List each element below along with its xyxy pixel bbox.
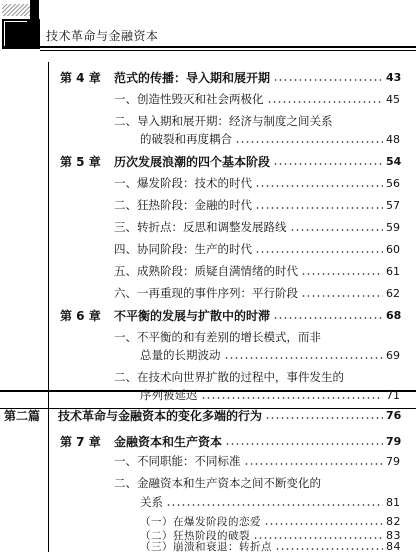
header-marker: [30, 0, 39, 19]
toc-chapter-6[interactable]: 第 6 章 不平衡的发展与扩散中的时滞 68: [60, 308, 402, 323]
margin-rule: [48, 62, 49, 552]
leader-dots: [235, 141, 383, 143]
toc-section[interactable]: 二、在技术向世界扩散的过程中，事件发生的: [114, 370, 344, 384]
toc-chapter-7[interactable]: 第 7 章 金融资本和生产资本 79: [60, 434, 402, 449]
toc-section[interactable]: 一、不平衡的和有差别的增长模式，而非: [114, 330, 321, 344]
page-number: 71: [386, 388, 400, 402]
toc-section[interactable]: 二、狂热阶段：金融的时代 57: [114, 198, 400, 212]
toc-section[interactable]: 四、协同阶段：生产的时代 60: [114, 242, 400, 256]
page-number: 68: [386, 308, 402, 322]
leader-dots: [201, 397, 384, 399]
toc-section[interactable]: 六、一再重现的事件序列：平行阶段 62: [114, 286, 400, 300]
toc-chapter-title: 金融资本和生产资本: [114, 434, 223, 449]
page-number: 59: [386, 220, 400, 234]
page-number: 79: [386, 434, 402, 448]
toc-chapter-title: 范式的传播：导入期和展开期: [114, 70, 271, 85]
leader-dots: [244, 463, 384, 465]
page-number: 69: [386, 348, 400, 362]
toc-chapter-title: 历次发展浪潮的四个基本阶段: [114, 154, 271, 169]
header-tab-frame: [4, 21, 27, 46]
page-number: 60: [386, 242, 400, 256]
leader-dots: [166, 504, 383, 506]
toc-section[interactable]: 一、创造性毁灭和社会两极化 45: [114, 92, 400, 106]
toc-part-2[interactable]: 第二篇 技术革命与金融资本的变化多端的行为 76: [4, 408, 402, 423]
toc-subsection[interactable]: （一）在爆发阶段的恋爱 82: [140, 514, 401, 528]
toc-section-continued[interactable]: 序列被延迟 71: [140, 388, 400, 402]
page-number: 84: [386, 539, 401, 553]
toc-section[interactable]: 二、导入期和展开期：经济与制度之间关系: [114, 114, 333, 128]
page-number: 83: [386, 528, 401, 542]
page-number: 61: [386, 264, 400, 278]
toc-subsection[interactable]: （二）狂热阶段的破裂 83: [140, 528, 401, 542]
toc-section[interactable]: 一、爆发阶段：技术的时代 56: [114, 176, 400, 190]
toc-section-continued[interactable]: 总量的长期波动 69: [140, 348, 400, 362]
leader-dots: [255, 251, 383, 253]
page-number: 54: [386, 154, 402, 168]
toc-chapter-title: 不平衡的发展与扩散中的时滞: [114, 308, 271, 323]
leader-dots: [255, 207, 383, 209]
toc-part-title: 技术革命与金融资本的变化多端的行为: [58, 408, 263, 423]
leader-dots: [255, 185, 383, 187]
running-header-title: 技术革命与金融资本: [46, 29, 159, 43]
leader-dots: [267, 101, 384, 103]
toc-chapter-4[interactable]: 第 4 章 范式的传播：导入期和展开期 43: [60, 70, 402, 85]
page-number: 43: [386, 70, 402, 84]
page-number: 81: [386, 495, 400, 509]
toc-section-continued[interactable]: 关系 81: [140, 495, 400, 509]
leader-dots: [264, 523, 383, 525]
toc-section[interactable]: 一、不同职能：不同标准 79: [114, 454, 400, 468]
leader-dots: [273, 79, 383, 81]
leader-dots: [275, 548, 383, 550]
toc-subsection[interactable]: （三）崩溃和衰退：转折点 84: [140, 539, 401, 553]
toc-section[interactable]: 二、金融资本和生产资本之间不断变化的: [114, 476, 321, 490]
leader-dots: [273, 317, 383, 319]
page-number: 48: [386, 132, 400, 146]
leader-dots: [273, 163, 383, 165]
page-number: 76: [386, 408, 402, 422]
page-number: 82: [386, 514, 401, 528]
page-number: 62: [386, 286, 400, 300]
page-number: 79: [386, 454, 400, 468]
leader-dots: [224, 357, 384, 359]
leader-dots: [301, 273, 383, 275]
toc-section[interactable]: 五、成熟阶段：质疑自满情绪的时代 61: [114, 264, 400, 278]
page-number: 45: [386, 92, 400, 106]
header-rule-thin: [40, 50, 416, 51]
page-number: 57: [386, 198, 400, 212]
leader-dots: [265, 417, 383, 419]
toc-section[interactable]: 三、转折点：反思和调整发展路线 59: [114, 220, 400, 234]
leader-dots: [290, 229, 384, 231]
leader-dots: [301, 295, 383, 297]
toc-chapter-5[interactable]: 第 5 章 历次发展浪潮的四个基本阶段 54: [60, 154, 402, 169]
leader-dots: [225, 443, 383, 445]
page-number: 56: [386, 176, 400, 190]
header-rule: [40, 46, 416, 48]
toc-section-continued[interactable]: 的破裂和再度耦合 48: [140, 132, 400, 146]
